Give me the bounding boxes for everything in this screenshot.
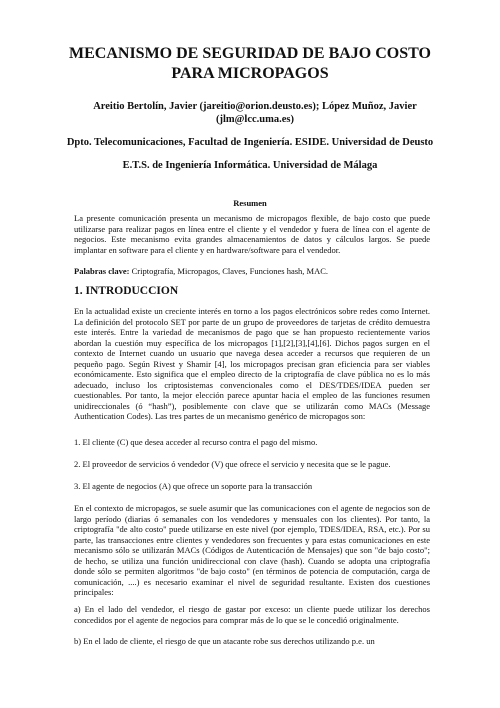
section-heading: 1. INTRODUCCION [74, 285, 179, 297]
micropayments-paragraph: En el contexto de micropagos, se suele asumir que las comunicaciones con el agente de negocios son de largo período (diarias ó semanales con los vendedores y mensuales con los clientes). Por tanto, la criptografía "de alto costo" puede utilizarse en este nivel (por ejemplo, TDES/IDEA, RSA, etc.). Por su parte, las transacciones entre clientes y vendedores son frecuentes y para estas comunicaciones en este mecanismo sólo se utilizarán MACs (Códigos de Autenticación de Mensajes) que son "de bajo costo"; de hecho, se utiliza una función unidireccional con clave (hash). Cuando se adopta una criptografía donde sólo se permiten algoritmos "de bajo costo" (en términos de potencia de computación, carga de comunicación, ....) es necesario examinar el nivel de seguridad resultante. Existen dos cuestiones principales: [74, 503, 430, 597]
issue-b-paragraph: b) En el lado de cliente, el riesgo de que un atacante robe sus derechos utilizando p.e. un [74, 636, 375, 646]
abstract-text: La presente comunicación presenta un mecanismo de micropagos flexible, de bajo costo que puede utilizarse para realizar pagos en línea entre el cliente y el vendedor y fuera de línea con el agente de negocios. Este mecanismo evita grandes almacenamientos de datos y cálculos largos. Se puede implantar en software para el cliente y en hardware/software para el vendedor. [74, 213, 430, 255]
issue-a-paragraph: a) En el lado del vendedor, el riesgo de gastar por exceso: un cliente puede utilizar los derechos concedidos por el agente de negocios para comprar más de lo que se le concedió originalmente. [74, 604, 430, 625]
affiliation-deusto: Dpto. Telecomunicaciones, Facultad de Ingeniería. ESIDE. Universidad de Deusto [66, 137, 434, 148]
authors: Areitio Bertolín, Javier (jareitio@orion.deusto.es); López Muñoz, Javier (jlm@lcc.uma.es) [93, 101, 417, 125]
affiliation-malaga: E.T.S. de Ingeniería Informática. Universidad de Málaga [122, 160, 378, 171]
paper-title: MECANISMO DE SEGURIDAD DE BAJO COSTO PARA MICROPAGOS [69, 45, 431, 82]
keywords-label: Palabras clave: [74, 266, 130, 276]
list-item: 1. El cliente (C) que desea acceder al recurso contra el pago del mismo. [74, 437, 318, 447]
list-item: 3. El agente de negocios (A) que ofrece un soporte para la transacción [74, 481, 313, 491]
keywords-text: Criptografía, Micropagos, Claves, Funciones hash, MAC. [129, 266, 329, 276]
list-item: 2. El proveedor de servicios ó vendedor (V) que ofrece el servicio y necesita que se le pague. [74, 459, 391, 469]
intro-paragraph: En la actualidad existe un creciente interés en torno a los pagos electrónicos sobre redes como Internet. La definición del protocolo SET por parte de un grupo de proveedores de tarjetas de crédito demuestra este interés. Entre la variedad de mecanismos de pago que se han propuesto recientemente varios abordan la cuestión muy específica de los micropagos [1],[2],[3],[4],[6]. Dichos pagos surgen en el contexto de Internet cuando un usuario que navega desea acceder a recursos que requieren de un pequeño pago. Según Rivest y Shamir [4], los micropagos precisan gran eficiencia para ser viables económicamente. Esto significa que el empleo directo de la criptografía de clave pública no es lo más adecuado, incluso los criptosistemas convencionales como el DES/TDES/IDEA pueden ser cuestionables. Por tanto, la mejor elección parece apuntar hacia el empleo de las funciones resumen unidireccionales (ó “hash”), posiblemente con clave que se utilizarán como MACs (Message Authentication Codes). Las tres partes de un mecanismo genérico de micropagos son: [74, 306, 430, 421]
abstract-heading: Resumen [233, 198, 267, 208]
keywords [74, 266, 430, 277]
